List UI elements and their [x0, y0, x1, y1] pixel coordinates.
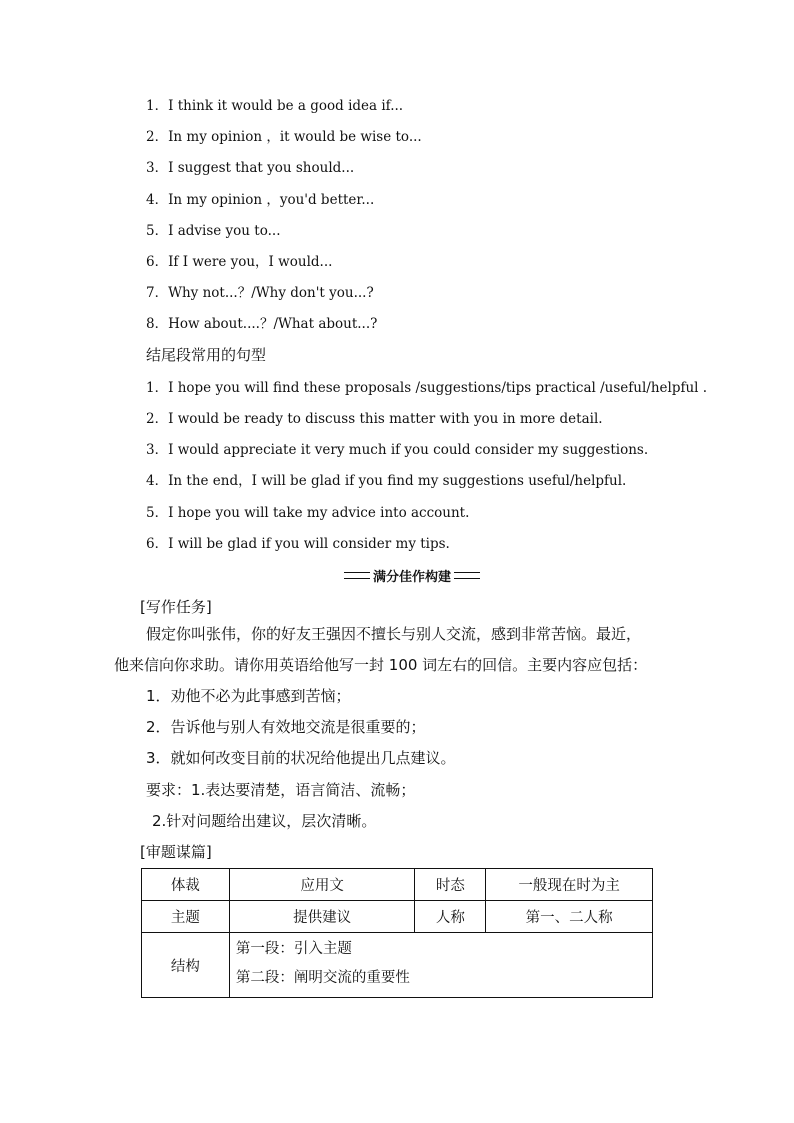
table-cell-theme-label: 主题: [142, 901, 230, 933]
writing-task-label: [写作任务]: [140, 598, 212, 616]
section-title: 满分佳作构建: [373, 569, 452, 585]
table-cell-person-value: 第一、二人称: [486, 901, 653, 933]
table-cell-tense-value: 一般现在时为主: [486, 869, 653, 901]
table-cell-structure-label: 结构: [142, 933, 230, 998]
writing-task-point-1: 1．劝他不必为此事感到苦恼；: [146, 687, 351, 705]
table-row: [142, 869, 653, 901]
suggestion-sentence-1: 1．I think it would be a good idea if...: [146, 98, 404, 114]
ending-sentence-2: 2．I would be ready to discuss this matter with you in more detail.: [146, 411, 603, 427]
suggestion-sentence-4: 4．In my opinion ，you'd better...: [146, 192, 375, 208]
section-banner: [344, 566, 480, 584]
suggestion-sentence-5: 5．I advise you to...: [146, 223, 281, 239]
writing-task-intro-line-1: 假定你叫张伟，你的好友王强因不擅长与别人交流，感到非常苦恼。最近，: [146, 625, 642, 643]
ending-heading: 结尾段常用的句型: [146, 346, 267, 364]
banner-right-rule: [454, 572, 480, 579]
table-row: [142, 901, 653, 933]
banner-left-rule: [344, 572, 370, 579]
structure-line-1: 第一段：引入主题: [235, 941, 352, 957]
writing-task-point-2: 2．告诉他与别人有效地交流是很重要的；: [146, 718, 426, 736]
table-row: [142, 933, 653, 998]
suggestion-sentence-6: 6．If I were you，I would...: [146, 254, 333, 270]
table-cell-genre-value: 应用文: [229, 869, 415, 901]
ending-sentence-3: 3．I would appreciate it very much if you could consider my suggestions.: [146, 442, 649, 458]
ending-sentence-5: 5．I hope you will take my advice into account.: [146, 505, 470, 521]
table-cell-person-label: 人称: [415, 901, 486, 933]
writing-task-requirements-line-2: 2.针对问题给出建议，层次清晰。: [152, 812, 377, 830]
suggestion-sentence-7: 7．Why not...？/Why don't you...?: [146, 285, 374, 301]
writing-task-requirements-line-1: 要求：1.表达要清楚，语言简洁、流畅；: [146, 781, 416, 799]
suggestion-sentence-3: 3．I suggest that you should...: [146, 160, 355, 176]
suggestion-sentence-2: 2．In my opinion ，it would be wise to...: [146, 129, 422, 145]
table-cell-structure-body: [229, 933, 652, 998]
planning-table: [141, 868, 653, 998]
structure-line-2: 第二段：阐明交流的重要性: [235, 970, 410, 986]
table-cell-tense-label: 时态: [415, 869, 486, 901]
writing-task-intro-line-2: 他来信向你求助。请你用英语给他写一封 100 词左右的回信。主要内容应包括：: [114, 656, 648, 674]
table-cell-theme-value: 提供建议: [229, 901, 415, 933]
planning-label: [审题谋篇]: [140, 843, 212, 861]
ending-sentence-4: 4．In the end，I will be glad if you find my suggestions useful/helpful.: [146, 473, 627, 489]
ending-sentence-1: 1．I hope you will find these proposals /suggestions/tips practical /useful/helpful .: [146, 380, 708, 396]
suggestion-sentence-8: 8．How about....？/What about...?: [146, 316, 378, 332]
writing-task-point-3: 3．就如何改变目前的状况给他提出几点建议。: [146, 749, 456, 767]
table-cell-genre-label: 体裁: [142, 869, 230, 901]
ending-sentence-6: 6．I will be glad if you will consider my tips.: [146, 536, 450, 552]
